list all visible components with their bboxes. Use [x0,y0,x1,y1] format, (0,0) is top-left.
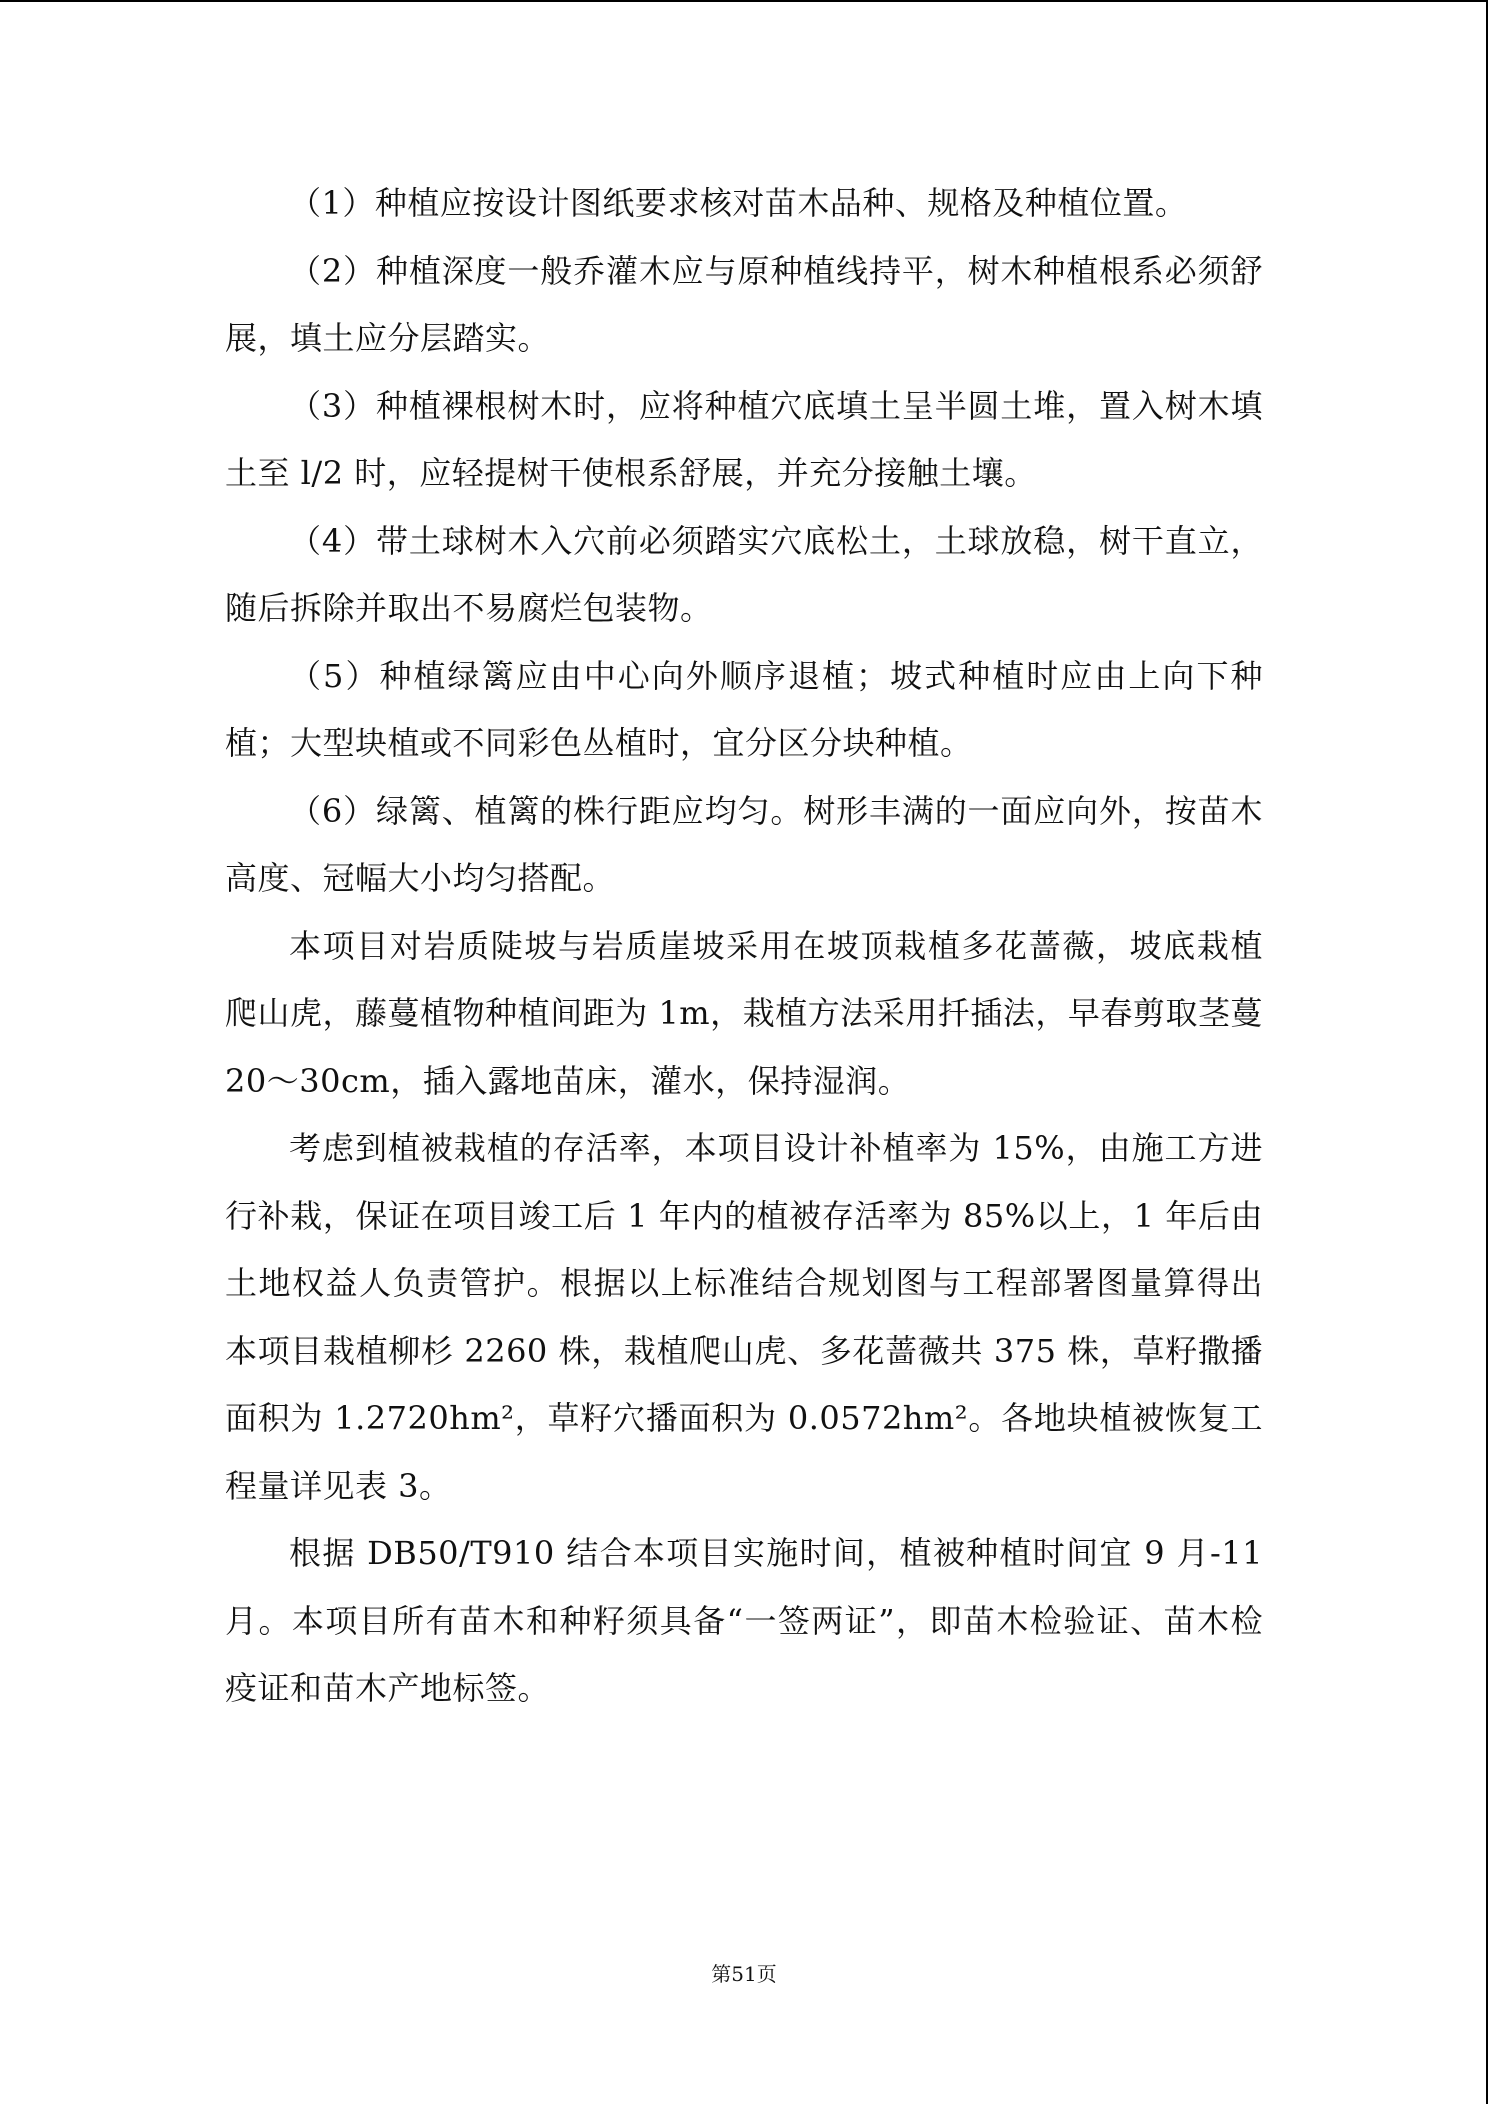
document-body [225,170,1263,1723]
paragraph-hedge-order: （5）种植绿篱应由中心向外顺序退植；坡式种植时应由上向下种植；大型块植或不同彩色丛植时，宜分区分块种植。 [225,656,1263,762]
paragraph-bare-root: （3）种植裸根树木时，应将种植穴底填土呈半圆土堆，置入树木填土至 l/2 时，应轻提树干使根系舒展，并充分接触土壤。 [225,386,1263,492]
paragraph-soil-ball: （4）带土球树木入穴前必须踏实穴底松土，土球放稳，树干直立，随后拆除并取出不易腐烂包装物。 [225,521,1263,627]
paragraph-planting-time: 根据 DB50/T910 结合本项目实施时间，植被种植时间宜 9 月-11 月。本项目所有苗木和种籽须具备“一签两证”，即苗木检验证、苗木检疫证和苗木产地标签。 [225,1534,1263,1707]
paragraph-survival-rate: 考虑到植被栽植的存活率，本项目设计补植率为 15%，由施工方进行补栽，保证在项目竣工后 1 年内的植被存活率为 85%以上，1 年后由土地权益人负责管护。根据以上标准结合规划图与工程部署图量算得出本项目栽植柳杉 2260 株，栽植爬山虎、多花蔷薇共 375 株，草籽撒播面积为 1.2720hm²，草籽穴播面积为 0.0572hm²。各地块植被恢复工程量详见表 3。 [225,1129,1263,1505]
page-number: 第51页 [711,1962,777,1986]
paragraph-planting-check: （1）种植应按设计图纸要求核对苗木品种、规格及种植位置。 [289,184,1188,222]
paragraph-slope-vines: 本项目对岩质陡坡与岩质崖坡采用在坡顶栽植多花蔷薇，坡底栽植爬山虎，藤蔓植物种植间距为 1m，栽植方法采用扦插法，早春剪取茎蔓 20～30cm，插入露地苗床，灌水，保持湿润。 [225,926,1263,1100]
paragraph-planting-depth: （2）种植深度一般乔灌木应与原种植线持平，树木种植根系必须舒展，填土应分层踏实。 [225,251,1263,357]
paragraph-hedge-spacing: （6）绿篱、植篱的株行距应均匀。树形丰满的一面应向外，按苗木高度、冠幅大小均匀搭配。 [225,791,1263,897]
